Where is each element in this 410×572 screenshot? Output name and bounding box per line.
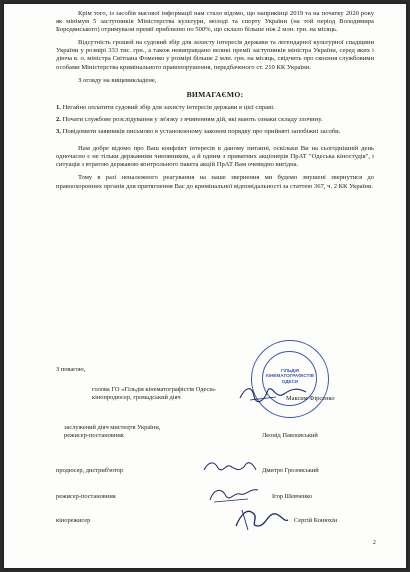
demand-number: 1. xyxy=(56,103,61,111)
letter-body xyxy=(56,10,374,196)
signatory-role: голова ГО «Гільдія кінематографістів Одеси» xyxy=(92,386,216,393)
signatory-name: Максим Фірсенко xyxy=(286,395,335,402)
document-page xyxy=(4,4,406,568)
signatory-name: Сергій Конюхін xyxy=(294,517,338,524)
organization-seal xyxy=(251,340,329,418)
demand-item xyxy=(56,128,374,136)
signatory-name: Дмитро Грозовський xyxy=(262,467,319,474)
demands-heading: ВИМАГАЄМО: xyxy=(186,89,244,99)
seal-text: ГІЛЬДІЯ КІНЕМАТОГРАФІСТІВ ОДЕСИ xyxy=(266,368,314,384)
paragraph-conflict-of-interest: Нам добре відомо про Ваш конфлікт інтересів в даному питанні, оскільки Ви на сьогоднішній день одночасно є не тільки державним чиновником, а й одним з приватних акціонерів ПрАТ "Одеська кіностудія", і ситуація з втратою державою контрольного пакета акцій ПрАТ Вам очевидно вигідна. xyxy=(56,145,374,169)
signatory-name: Ігор Шевченко xyxy=(272,493,313,500)
signature-shevchenko xyxy=(204,482,264,506)
signatory-role: кінопродюсер, громадський діяч xyxy=(92,394,181,401)
signatory-role: режисер-постановник xyxy=(64,432,124,439)
demand-text: Негайно оплатити судовий збір для захисту інтересів держави в цієї справі. xyxy=(62,103,275,111)
paragraph-given-above: З огляду на вищевикладене, xyxy=(78,76,157,84)
paragraph-court-fee: Відсутність грошей на судовий збір для захисту інтересів держави та легендарної культурної спадщини України у розмірі 333 тис. грн., а також невиправдано великі премії заступників міністра України, серед яких і діюча в. о. міністра Світлана Фоменко у розмірі більше 2 млн. грн. на місяць, свідчить про скоєння службовими особами Міністерства кримінального правопорушення, передбаченого ст. 210 КК України. xyxy=(56,39,374,71)
signatory-role: продюсер, дистриб'ютор xyxy=(56,467,123,474)
paragraph-ministry-bonuses: Крім того, із засобів масової інформації нам стало відомо, що наприкінці 2019 та на початку 2020 року як мінімум 5 заступників Міністерства культури, молоді та спорту України (на той період Володимира Бородянського) отримували премії приблизно по 500%, що склало більше ніж 2 млн. грн. на місяць. xyxy=(56,10,374,34)
demand-text: Повідомити заявників письмово в установленому законом порядку про прийняті запобіжні засоби. xyxy=(62,128,341,136)
demand-item xyxy=(56,104,374,112)
page-number: 2 xyxy=(372,539,376,546)
closing-regards: З повагою, xyxy=(56,366,86,373)
signature-grozovsky xyxy=(200,456,260,478)
paragraph-law-enforcement: Тому в разі неналежного реагування на наше звернення ми будемо змушені звернутися до правоохоронних органів для притягнення Вас до кримінальної відповідальності за статтею 367, ч. 2 КК України. xyxy=(56,174,374,190)
signatory-role: кінорежисер xyxy=(56,517,91,524)
demand-text: Почати службове розслідування у зв'язку з вчиненням дій, які мають ознаки складу злочину. xyxy=(62,115,323,123)
signatory-role: режисер-постановник xyxy=(56,493,116,500)
demand-number: 2. xyxy=(56,115,61,123)
signatory-name: Леонід Павловський xyxy=(262,432,318,439)
signature-firsenko xyxy=(236,382,310,404)
signatory-role: заслужений діяч мистецтв України, xyxy=(64,424,161,431)
demand-item xyxy=(56,116,374,124)
signature-koniukhin xyxy=(228,504,292,534)
demand-number: 3. xyxy=(56,128,61,136)
